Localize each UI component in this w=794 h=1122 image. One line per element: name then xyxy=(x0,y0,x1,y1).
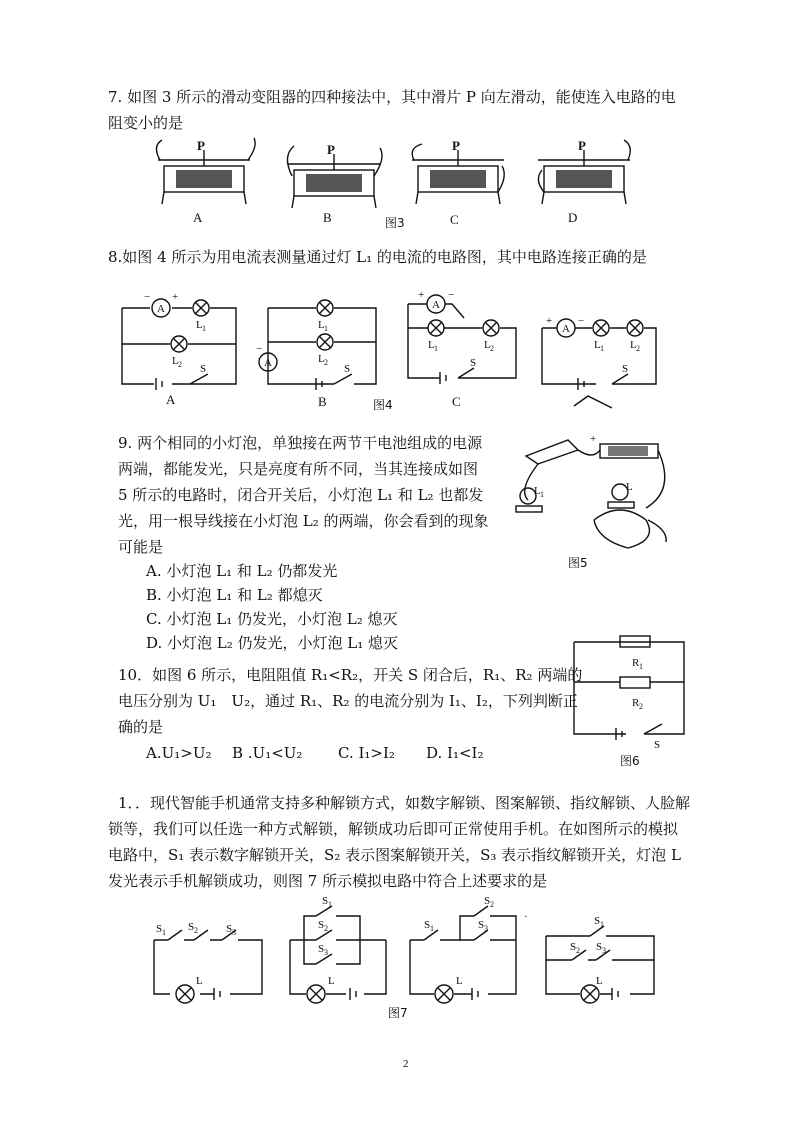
svg-text:L: L xyxy=(328,975,335,987)
page-number: 2 xyxy=(403,1058,409,1070)
svg-text:S: S xyxy=(344,363,351,375)
svg-text:2: 2 xyxy=(324,358,328,367)
svg-text:R: R xyxy=(632,697,640,709)
svg-text:S: S xyxy=(596,941,603,953)
svg-text:L: L xyxy=(172,355,179,367)
fig4-caption: 图4 xyxy=(373,398,393,412)
svg-text:S: S xyxy=(226,923,233,935)
q9-line4: 光，用一根导线接在小灯泡 L₂ 的两端，你会看到的现象 xyxy=(118,512,489,530)
q9-line3: 5 所示的电路时，闭合开关后，小灯泡 L₁ 和 L₂ 也都发 xyxy=(118,486,484,504)
svg-text:+: + xyxy=(418,289,425,301)
q11-line2: 锁等，我们可以任选一种方式解锁，解锁成功后即可正常使用手机。在如图所示的模拟 xyxy=(108,820,679,838)
q11-line3: 电路中，S₁ 表示数字解锁开关，S₂ 表示图案解锁开关，S₃ 表示指纹解锁开关，灯泡 L xyxy=(108,846,681,864)
slider-label-a: P xyxy=(197,138,205,153)
fig7-circuits xyxy=(0,894,794,1004)
svg-text:2: 2 xyxy=(636,344,640,353)
fig6-caption: 图6 xyxy=(620,754,640,768)
svg-text:S: S xyxy=(594,915,601,927)
svg-text:L: L xyxy=(318,319,325,331)
svg-text:+: + xyxy=(546,315,553,327)
svg-text:2: 2 xyxy=(194,926,198,935)
svg-text:2: 2 xyxy=(639,702,643,711)
q9-line2: 两端，都能发光，只是亮度有所不同，当其连接成如图 xyxy=(118,460,479,478)
svg-text:−: − xyxy=(448,289,455,301)
option-a: A xyxy=(193,210,203,225)
svg-text:−: − xyxy=(578,315,585,327)
svg-text:1: 1 xyxy=(328,900,332,909)
option-d: D xyxy=(568,210,578,225)
svg-text:L: L xyxy=(456,975,463,987)
ammeter-circuits xyxy=(0,286,794,416)
svg-text:S: S xyxy=(484,895,491,907)
slider-label-b: P xyxy=(327,142,335,157)
svg-text:2: 2 xyxy=(324,924,328,933)
fig5-photo xyxy=(508,430,678,560)
q8-option-c: C xyxy=(452,394,461,409)
slider-label-d: P xyxy=(578,138,586,153)
svg-text:+: + xyxy=(590,433,597,445)
svg-text:1: 1 xyxy=(162,928,166,937)
q11-line4: 发光表示手机解锁成功，则图 7 所示模拟电路中符合上述要求的是 xyxy=(108,872,548,890)
q10-line2: 电压分别为 U₁ U₂，通过 R₁、R₂ 的电流分别为 I₁、I₂，下列判断正 xyxy=(118,692,578,710)
svg-text:1: 1 xyxy=(540,490,544,499)
unlock-circuit-c xyxy=(410,895,528,1003)
svg-text:L: L xyxy=(596,975,603,987)
svg-text:L: L xyxy=(594,339,601,351)
svg-text:S: S xyxy=(570,941,577,953)
q9-choice-d: D. 小灯泡 L₂ 仍发光，小灯泡 L₁ 熄灭 xyxy=(146,634,399,652)
svg-text:2: 2 xyxy=(178,360,182,369)
svg-text:L: L xyxy=(428,339,435,351)
circuit-b xyxy=(256,300,376,390)
option-b: B xyxy=(323,210,332,225)
svg-text:+: + xyxy=(172,291,179,303)
svg-text:S: S xyxy=(156,923,163,935)
circuit-c xyxy=(408,289,516,384)
svg-text:3: 3 xyxy=(232,928,236,937)
svg-text:S: S xyxy=(322,895,329,907)
q9-line1: 9. 两个相同的小灯泡，单独接在两节干电池组成的电源 xyxy=(118,434,483,452)
q9-line5: 可能是 xyxy=(118,538,164,556)
unlock-circuit-a xyxy=(154,921,262,1003)
slider-label-c: P xyxy=(452,138,460,153)
unlock-circuit-d xyxy=(546,915,654,1003)
option-c: C xyxy=(450,212,459,227)
svg-text:A: A xyxy=(264,357,272,369)
svg-text:2: 2 xyxy=(490,344,494,353)
q8-option-b: B xyxy=(318,394,327,409)
svg-text:A: A xyxy=(157,303,165,315)
svg-text:−: − xyxy=(144,291,151,303)
svg-text:1: 1 xyxy=(639,662,643,671)
svg-text:3: 3 xyxy=(484,924,488,933)
svg-text:S: S xyxy=(622,363,629,375)
fig6-circuit xyxy=(568,634,698,751)
svg-text:1: 1 xyxy=(434,344,438,353)
svg-text:·: · xyxy=(524,911,528,923)
fig7-caption: 图7 xyxy=(388,1006,408,1020)
svg-text:L: L xyxy=(196,975,203,987)
svg-text:1: 1 xyxy=(430,924,434,933)
svg-text:1: 1 xyxy=(600,920,604,929)
q7-line2: 阻变小的是 xyxy=(108,114,184,132)
q10-choice-d: D. I₁<I₂ xyxy=(426,744,484,762)
unlock-circuit-b xyxy=(290,895,386,1003)
svg-text:−: − xyxy=(256,343,263,355)
fig3-caption: 图3 xyxy=(385,216,405,230)
svg-text:1: 1 xyxy=(600,344,604,353)
fig5-caption: 图5 xyxy=(568,556,588,570)
q9-choice-c: C. 小灯泡 L₁ 仍发光，小灯泡 L₂ 熄灭 xyxy=(146,610,398,628)
svg-text:A: A xyxy=(562,323,570,335)
svg-text:L: L xyxy=(196,319,203,331)
svg-text:R: R xyxy=(632,657,640,669)
q9-choice-a: A. 小灯泡 L₁ 和 L₂ 仍都发光 xyxy=(146,562,338,580)
q10-choice-a: A.U₁>U₂ xyxy=(146,744,212,762)
svg-text:1: 1 xyxy=(324,324,328,333)
svg-text:2: 2 xyxy=(576,946,580,955)
svg-text:S: S xyxy=(318,919,325,931)
svg-text:S: S xyxy=(478,919,485,931)
q8-option-a: A xyxy=(166,392,176,407)
q9-choice-b: B. 小灯泡 L₁ 和 L₂ 都熄灭 xyxy=(146,586,323,604)
rheostat-a xyxy=(156,138,255,204)
svg-text:L: L xyxy=(630,339,637,351)
svg-text:S: S xyxy=(470,357,477,369)
q7-line1: 7. 如图 3 所示的滑动变阻器的四种接法中，其中滑片 P 向左滑动，能使连入电路的电 xyxy=(108,88,676,106)
circuit-a xyxy=(122,291,236,390)
svg-text:1: 1 xyxy=(202,324,206,333)
svg-text:S: S xyxy=(318,943,325,955)
q10-choice-c: C. I₁>I₂ xyxy=(338,744,395,762)
svg-text:S: S xyxy=(200,363,207,375)
svg-text:S: S xyxy=(424,919,431,931)
circuit-d xyxy=(542,315,656,408)
svg-text:A: A xyxy=(432,299,440,311)
svg-text:L: L xyxy=(626,481,633,493)
svg-text:3: 3 xyxy=(602,946,606,955)
q10-line3: 确的是 xyxy=(118,718,164,736)
q10-line1: 10．如图 6 所示，电阻阻值 R₁<R₂，开关 S 闭合后，R₁、R₂ 两端的 xyxy=(118,666,583,684)
svg-text:S: S xyxy=(654,739,661,751)
svg-text:2: 2 xyxy=(490,900,494,909)
svg-text:S: S xyxy=(188,921,195,933)
svg-text:3: 3 xyxy=(324,948,328,957)
svg-text:L: L xyxy=(318,353,325,365)
q10-choice-b: B .U₁<U₂ xyxy=(232,744,303,762)
svg-text:L: L xyxy=(484,339,491,351)
q8-line1: 8.如图 4 所示为用电流表测量通过灯 L₁ 的电流的电路图，其中电路连接正确的是 xyxy=(108,248,647,266)
q11-line1: 1．．现代智能手机通常支持多种解锁方式，如数字解锁、图案解锁、指纹解锁、人脸解 xyxy=(118,794,691,812)
svg-text:L: L xyxy=(534,485,541,497)
